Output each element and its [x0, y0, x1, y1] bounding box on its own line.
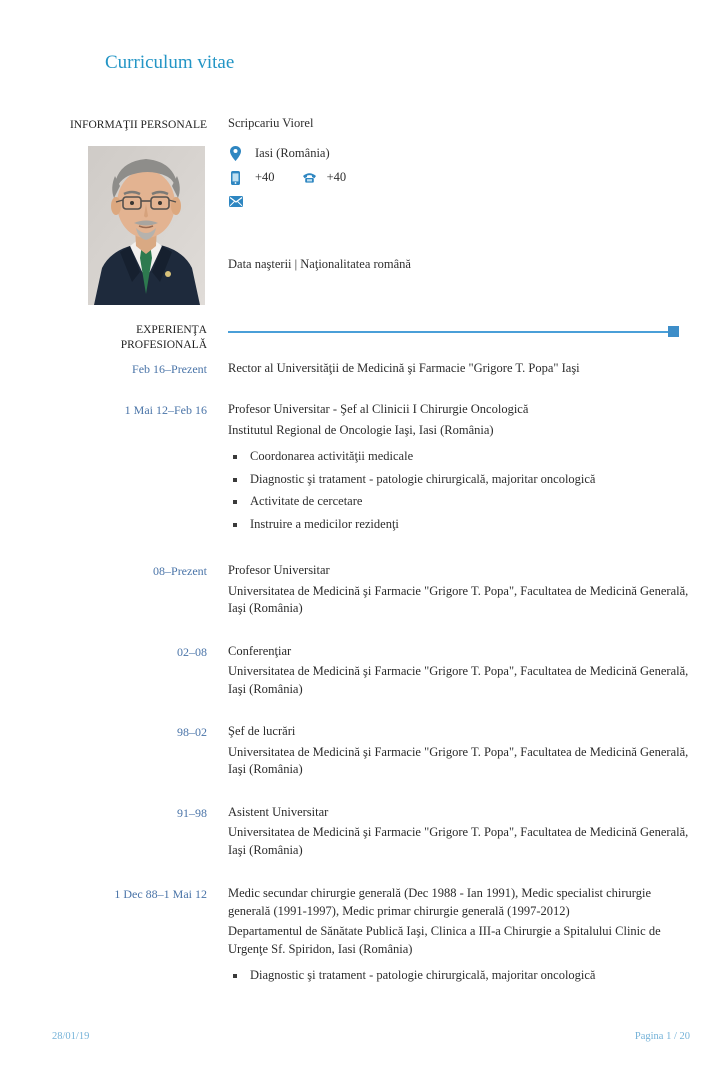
bullet-item: Diagnostic şi tratament - patologie chirurgicală, majoritar oncologică: [228, 967, 690, 985]
contact-location: [228, 146, 690, 162]
personal-info-section: [0, 116, 724, 134]
page-title: Curriculum vitae: [105, 52, 235, 73]
entry-organization: Universitatea de Medicină şi Farmacie "Grigore T. Popa", Facultatea de Medicină Generală, Iaşi (România): [228, 825, 689, 857]
bullet-marker: [233, 974, 237, 978]
entry-organization: Departamentul de Sănătate Publică Iaşi, Clinica a III-a Chirurgie a Spitalului Clinic de Urgenţe Sf. Spiridon, Iasi (România): [228, 924, 661, 956]
experience-entry: [0, 401, 724, 538]
entry-date: 91–98: [177, 805, 207, 820]
mobile-phone-icon: [228, 171, 243, 185]
entry-date: 98–02: [177, 725, 207, 740]
person-name: Scripcariu Viorel: [228, 116, 314, 130]
entry-date: 08–Prezent: [153, 564, 207, 579]
experience-entry: [0, 643, 724, 699]
location-pin-icon: [228, 146, 243, 161]
page-footer: [52, 1031, 690, 1042]
section-rule: [228, 321, 690, 355]
mobile-number: +40: [255, 170, 275, 185]
entry-title: Profesor Universitar: [228, 563, 330, 578]
section-rule-line: [228, 331, 670, 333]
entry-bullets: [228, 448, 690, 533]
bullet-marker: [233, 500, 237, 504]
entry-date: 1 Mai 12–Feb 16: [124, 403, 207, 418]
entry-title: Asistent Universitar: [228, 804, 329, 819]
footer-date: 28/01/19: [52, 1031, 90, 1042]
bullet-item: Coordonarea activităţii medicale: [228, 448, 690, 466]
entry-organization: Universitatea de Medicină şi Farmacie "Grigore T. Popa", Facultatea de Medicină Generală, Iaşi (România): [228, 664, 689, 696]
entry-bullets: [228, 967, 690, 985]
cv-page: [0, 52, 724, 1076]
bullet-marker: [233, 455, 237, 459]
entry-title: Şef de lucrări: [228, 724, 296, 739]
experience-section: [0, 321, 724, 355]
telephone-icon: [301, 172, 319, 183]
entry-date: 1 Dec 88–1 Mai 12: [114, 887, 207, 902]
entry-date: Feb 16–Prezent: [132, 361, 207, 376]
footer-page-number: Pagina 1 / 20: [634, 1031, 690, 1042]
experience-entry: [0, 360, 724, 378]
entry-organization: Universitatea de Medicină şi Farmacie "Grigore T. Popa", Facultatea de Medicină Generală, Iaşi (România): [228, 583, 689, 616]
birth-nationality: Data naşterii | Naţionalitatea română: [228, 256, 411, 271]
bullet-item: Instruire a medicilor rezidenţi: [228, 516, 690, 534]
entry-title: Medic secundar chirurgie generală (Dec 1988 - Ian 1991), Medic specialist chirurgie generală (1991-1997), Medic primar chirurgie generală (1997-2012): [228, 886, 651, 918]
entry-title: Rector al Universităţii de Medicină şi Farmacie "Grigore T. Popa" Iaşi: [228, 360, 580, 375]
entry-title: Profesor Universitar - Şef al Clinicii I Chirurgie Oncologică: [228, 402, 529, 417]
phone-number: +40: [326, 170, 347, 185]
experience-entry: [0, 562, 724, 618]
contact-phones: [228, 170, 690, 186]
location-text: Iasi (România): [255, 146, 330, 161]
contact-email: [228, 194, 690, 210]
section-label-experience: EXPERIENŢA PROFESIONALĂ: [120, 323, 207, 352]
bullet-marker: [233, 523, 237, 527]
experience-entry: [0, 885, 724, 990]
experience-entry: [0, 723, 724, 779]
bullet-marker: [233, 478, 237, 482]
section-label-personal: INFORMAŢII PERSONALE: [69, 119, 207, 131]
envelope-icon: [228, 196, 243, 207]
profile-photo-image: [88, 146, 205, 305]
entry-title: Conferenţiar: [228, 643, 292, 658]
bullet-item: Diagnostic şi tratament - patologie chirurgicală, majoritar oncologică: [228, 471, 690, 489]
bullet-item: Activitate de cercetare: [228, 493, 690, 511]
experience-entry: [0, 804, 724, 860]
profile-photo: [88, 146, 205, 305]
entry-date: 02–08: [177, 644, 207, 659]
entry-organization: Institutul Regional de Oncologie Iaşi, Iasi (România): [228, 422, 494, 437]
entry-organization: Universitatea de Medicină şi Farmacie "Grigore T. Popa", Facultatea de Medicină Generală, Iaşi (România): [228, 744, 689, 777]
section-rule-square: [668, 326, 679, 337]
